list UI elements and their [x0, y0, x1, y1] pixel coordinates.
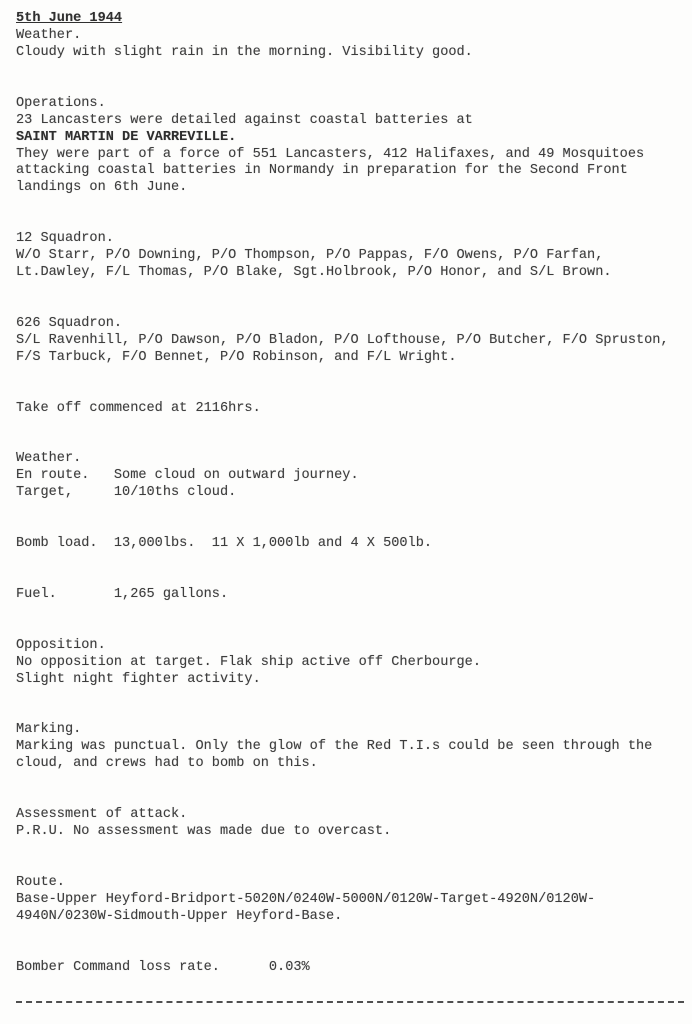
section-heading-weather: Weather. — [16, 451, 82, 467]
separator-line — [16, 993, 692, 1010]
crew-list-line: W/O Starr, P/O Downing, P/O Thompson, P/O Pappas, F/O Owens, P/O Farfan, — [16, 248, 604, 264]
section-heading-626-squadron: 626 Squadron. — [16, 315, 123, 331]
section-heading-route: Route. — [16, 874, 65, 890]
blank-line — [16, 214, 692, 231]
blank-line — [16, 553, 692, 570]
fuel-line: Fuel. 1,265 gallons. — [16, 586, 229, 602]
assessment-line: P.R.U. No assessment was made due to overcast. — [16, 824, 392, 839]
marking-line: Marking was punctual. Only the glow of the Red T.I.s could be seen through the — [16, 739, 653, 755]
blank-line — [16, 689, 692, 706]
blank-line — [16, 197, 692, 214]
section-heading-opposition: Opposition. — [16, 637, 106, 653]
operations-line: attacking coastal batteries in Normandy in preparation for the Second Front — [16, 163, 628, 179]
section-heading-operations: Operations. — [16, 95, 106, 111]
weather-target-line: Target, 10/10ths cloud. — [16, 485, 237, 501]
blank-line — [16, 519, 692, 536]
weather-en-route-line: En route. Some cloud on outward journey. — [16, 468, 359, 484]
blank-line — [16, 434, 692, 451]
blank-line — [16, 570, 692, 587]
opposition-line: No opposition at target. Flak ship active off Cherbourge. — [16, 654, 481, 670]
operations-line: 23 Lancasters were detailed against coastal batteries at — [16, 112, 473, 128]
blank-line — [16, 62, 692, 79]
blank-line — [16, 384, 692, 401]
blank-line — [16, 976, 692, 993]
blank-line — [16, 502, 692, 519]
document-lines — [16, 11, 692, 1010]
section-heading-12-squadron: 12 Squadron. — [16, 231, 114, 247]
weather-morning-line: Cloudy with slight rain in the morning. Visibility good. — [16, 44, 473, 60]
route-line: Base-Upper Heyford-Bridport-5020N/0240W-5000N/0120W-Target-4920N/0120W- — [16, 891, 596, 907]
crew-list-line: F/S Tarbuck, F/O Bennet, P/O Robinson, and F/L Wright. — [16, 349, 457, 365]
crew-list-line: S/L Ravenhill, P/O Dawson, P/O Bladon, P/O Lofthouse, P/O Butcher, F/O Spruston, — [16, 332, 669, 348]
blank-line — [16, 79, 692, 96]
blank-line — [16, 926, 692, 943]
blank-line — [16, 621, 692, 638]
opposition-line: Slight night fighter activity. — [16, 671, 261, 687]
section-heading-marking: Marking. — [16, 722, 82, 738]
blank-line — [16, 841, 692, 858]
blank-line — [16, 282, 692, 299]
section-heading-weather: Weather. — [16, 27, 82, 43]
crew-list-line: Lt.Dawley, F/L Thomas, P/O Blake, Sgt.Holbrook, P/O Honor, and S/L Brown. — [16, 265, 612, 281]
blank-line — [16, 773, 692, 790]
blank-line — [16, 418, 692, 435]
bomb-load-line: Bomb load. 13,000lbs. 11 X 1,000lb and 4 X 500lb. — [16, 536, 433, 552]
operations-line: They were part of a force of 551 Lancasters, 412 Halifaxes, and 49 Mosquitoes — [16, 146, 645, 162]
operations-line: landings on 6th June. — [16, 180, 188, 196]
blank-line — [16, 367, 692, 384]
blank-line — [16, 299, 692, 316]
loss-rate-line: Bomber Command loss rate. 0.03% — [16, 959, 310, 975]
blank-line — [16, 858, 692, 875]
date-heading: 5th June 1944 — [16, 11, 123, 26]
takeoff-line: Take off commenced at 2116hrs. — [16, 400, 261, 416]
marking-line: cloud, and crews had to bomb on this. — [16, 756, 318, 772]
blank-line — [16, 790, 692, 807]
blank-line — [16, 604, 692, 621]
blank-line — [16, 705, 692, 722]
blank-line — [16, 943, 692, 960]
route-line: 4940N/0230W-Sidmouth-Upper Heyford-Base. — [16, 908, 343, 924]
section-heading-assessment: Assessment of attack. — [16, 807, 188, 823]
target-name: SAINT MARTIN DE VARREVILLE. — [16, 129, 237, 145]
